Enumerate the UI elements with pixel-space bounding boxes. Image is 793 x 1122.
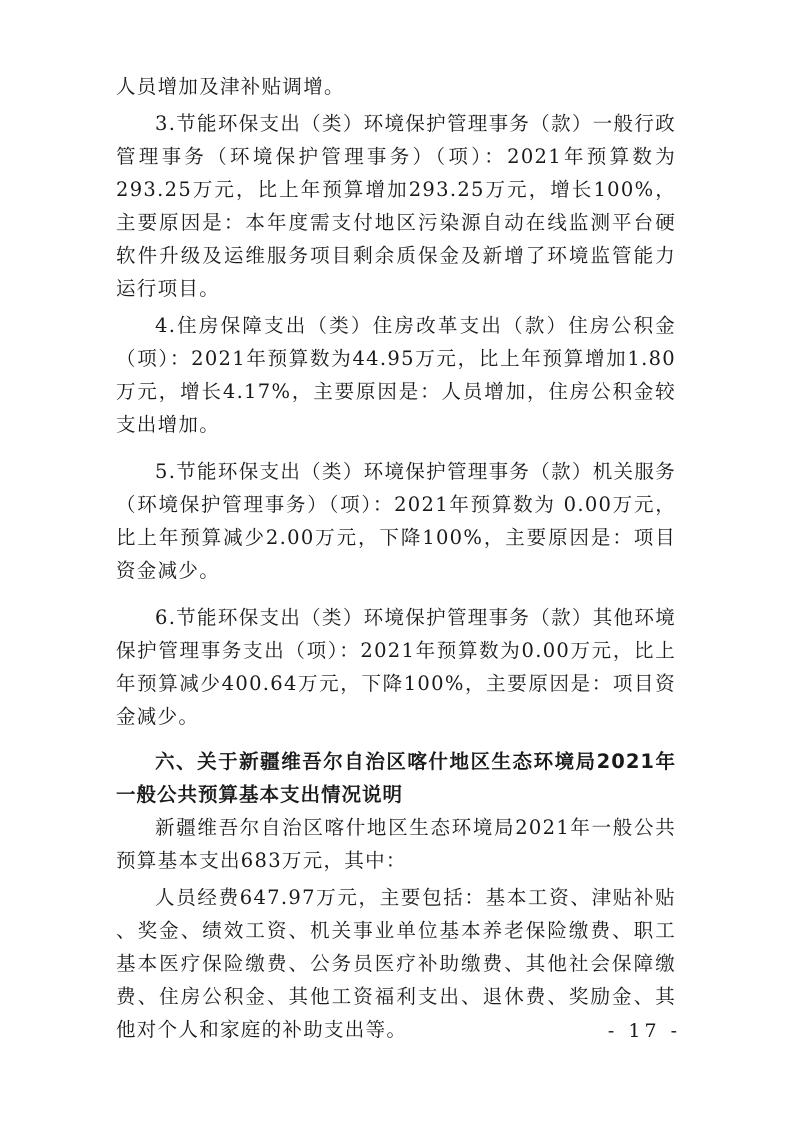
section-paragraph-personnel: 人员经费647.97万元，主要包括：基本工资、津贴补贴 、奖金、绩效工资、机关事业单位基本养老保险缴费、职工 基本医疗保险缴费、公务员医疗补助缴费、其他社会保障缴 费、住房公积金、其他工资福利支出、退休费、奖励金、其 他对个人和家庭的补助支出等。 [116, 886, 676, 1041]
page-number: - 17 - [607, 1020, 681, 1042]
document-body [116, 70, 676, 1046]
section-heading: 六、关于新疆维吾尔自治区喀什地区生态环境局2021年一般公共预算基本支出情况说明 [116, 750, 676, 806]
section-paragraph-total: 新疆维吾尔自治区喀什地区生态环境局2021年一般公共预算基本支出683万元，其中： [116, 816, 676, 872]
paragraph-item-3: 3.节能环保支出（类）环境保护管理事务（款）一般行政管理事务（环境保护管理事务）（项）：2021年预算数为293.25万元，比上年预算增加293.25万元，增长100%，主要原因是：本年度需支付地区污染源自动在线监测平台硬软件升级及运维服务项目剩余质保金及新增了环境监管能力运行项目。 [116, 112, 676, 300]
paragraph-item-4: 4.住房保障支出（类）住房改革支出（款）住房公积金（项）：2021年预算数为44.95万元，比上年预算增加1.80万元，增长4.17%，主要原因是：人员增加，住房公积金较支出增加。 [116, 314, 676, 436]
paragraph-item-6: 6.节能环保支出（类）环境保护管理事务（款）其他环境保护管理事务支出（项）：2021年预算数为0.00万元，比上年预算减少400.64万元，下降100%，主要原因是：项目资金减少。 [116, 606, 676, 728]
paragraph-item-5: 5.节能环保支出（类）环境保护管理事务（款）机关服务（环境保护管理事务）（项）：2021年预算数为 0.00万元，比上年预算减少2.00万元，下降100%，主要原因是：项目资金减少。 [116, 460, 676, 582]
paragraph-continuation: 人员增加及津补贴调增。 [116, 75, 345, 98]
